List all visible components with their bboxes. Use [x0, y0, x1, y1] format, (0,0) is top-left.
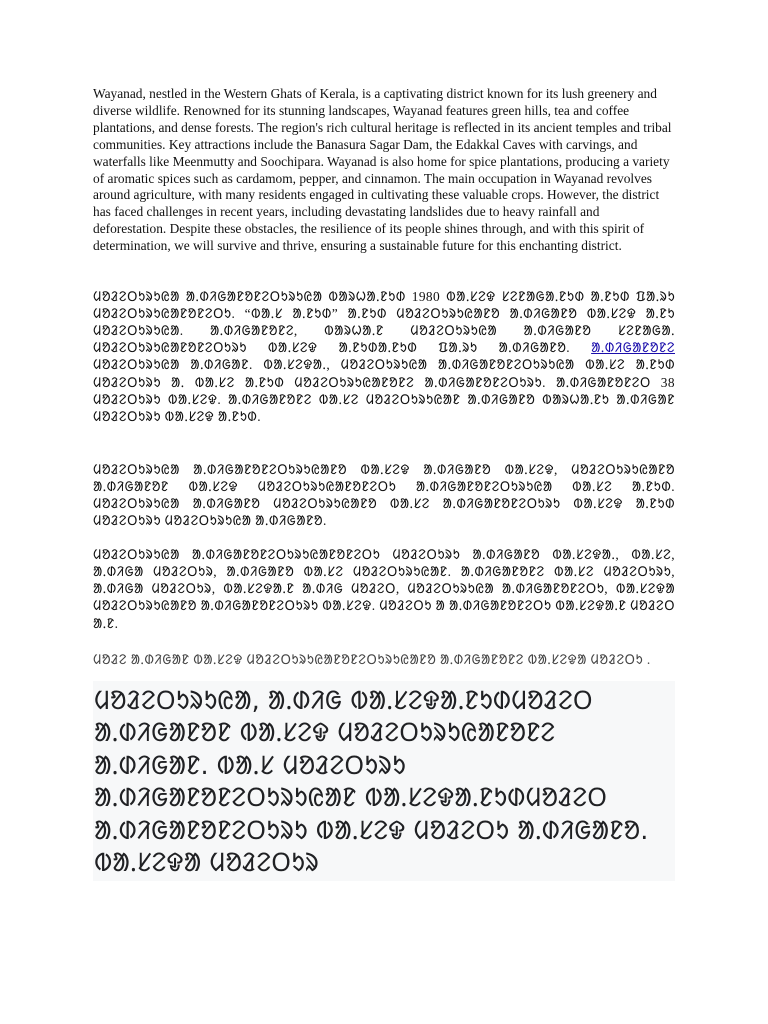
english-paragraph: Wayanad, nestled in the Western Ghats of Kerala, is a captivating district known for its lush greenery and diverse wildlife. Renowned for its stunning landscapes, Wayanad features green hills, tea and coffee plantations, and dense forests. The region's rich cultural heritage is reflected in its ancient temples and tribal communities. Key attractions include the Banasura Sagar Dam, the Edakkal Caves with carvings, and waterfalls like Meenmutty and Soochipara. Wayanad is also home for spice plantations, producing a variety of aromatic spices such as cardamom, pepper, and cinnamon. The main occupation in Wayanad revolves around agriculture, with many residents engaged in cultivating these valuable crops. However, the district has faced challenges in recent years, including devastating landslides due to heavy rainfall and deforestation. Despite these obstacles, the resilience of its people shines through, and with this spirit of determination, we will survive and thrive, ensuring a sustainable future for this enchanting district.	[93, 86, 672, 254]
paragraph-1-text-b: ᱵᱟᱹᱥᱮᱫ ᱥᱮᱱᱟᱜᱟᱹᱱᱩᱰ ᱟᱹᱱᱩᱰ ᱯᱟᱹᱨᱩ ᱢᱚᱲᱮᱛᱩᱨᱩᱭᱟᱱᱚᱱᱮᱛᱩ. “ᱵᱟᱹᱥ ᱟᱹᱱᱩᱰ” ᱟᱹᱱᱩᱰ ᱢᱚᱲᱮᱛᱩᱨᱩᱭᱟᱱᱚ ᱟᱹᱰᱤᱜᱟᱱᱚ ᱵᱟᱹᱥᱮᱫ ᱟᱹᱱᱩ ᱢᱚᱲᱮᱛᱩᱨᱩᱭᱟ. ᱟᱹᱰᱤᱜᱟᱱᱚᱱᱮ, ᱵᱟᱨᱦᱟᱹᱱ ᱢᱚᱲᱮᱛᱩᱨᱩᱭᱟ ᱟᱹᱰᱤᱜᱟᱱᱚ ᱥᱮᱱᱟᱜᱟᱹ ᱢᱚᱲᱮᱛᱩᱨᱩᱭᱟᱱᱚᱱᱮᱛᱩᱨᱩ ᱵᱟᱹᱥᱮᱫ ᱟᱹᱱᱩᱰᱟᱹᱱᱩᱰ ᱯᱟᱹᱨᱩ ᱟᱹᱰᱤᱜᱟᱱᱚ.	[93, 289, 676, 356]
document-body	[93, 86, 675, 881]
script-paragraph-1	[93, 288, 675, 425]
year-number: 1980	[411, 289, 441, 305]
paragraph-1-text-d: ᱢᱚᱲᱮᱛᱩᱨᱩ ᱵᱟᱹᱥᱮᱫ. ᱟᱹᱰᱤᱜᱟᱱᱚᱱᱮ ᱵᱟᱹᱥᱮ ᱢᱚᱲᱮᱛᱩᱨᱩᱭᱟᱱ ᱟᱹᱰᱤᱜᱟᱱᱚ ᱵᱟᱨᱦᱟᱹᱱᱩ ᱟᱹᱰᱤᱜᱟᱱ ᱢᱚᱲᱮᱛᱩᱨᱩ ᱵᱟᱹᱥᱮᱫ ᱟᱹᱱᱩᱰ.	[93, 391, 675, 424]
paragraph-1-text-c: ᱢᱚᱲᱮᱛᱩᱨᱩᱭᱟ ᱟᱹᱰᱤᱜᱟᱱ. ᱵᱟᱹᱥᱮᱫᱟᱹ, ᱢᱚᱲᱮᱛᱩᱨᱩᱭᱟ ᱟᱹᱰᱤᱜᱟᱱᱚᱱᱮᱛᱩᱨᱩᱭᱟ ᱵᱟᱹᱥᱮ ᱟᱹᱱᱩᱰ ᱢᱚᱲᱮᱛᱩᱨᱩ ᱟᱹ ᱵᱟᱹᱥᱮ ᱟᱹᱱᱩᱰ ᱢᱚᱲᱮᱛᱩᱨᱩᱭᱟᱱᱚᱱᱮ ᱟᱹᱰᱤᱜᱟᱱᱚᱱᱮᱛᱩᱨᱩ. ᱟᱹᱰᱤᱜᱟᱱᱚᱱᱮᱛ	[93, 357, 675, 390]
count-number: 38	[660, 374, 675, 390]
paragraph-1-text-a: ᱢᱚᱲᱮᱛᱩᱨᱩᱭᱟ ᱟᱹᱰᱤᱜᱟᱱᱚᱱᱮᱛᱩᱨᱩᱭᱟ ᱵᱟᱨᱦᱟᱹᱱᱩᱰ	[93, 289, 406, 305]
highlighted-callout: ᱢᱚᱲᱮᱛᱩᱨᱩᱭᱟ, ᱟᱹᱰᱤᱜ ᱵᱟᱹᱥᱮᱫᱟᱹᱱᱩᱰᱢᱚᱲᱮᱛ ᱟᱹᱰᱤᱜᱟᱱᱚᱱ ᱵᱟᱹᱥᱮᱫ ᱢᱚᱲᱮᱛᱩᱨᱩᱭᱟᱱᱚᱱᱮ ᱟᱹᱰᱤᱜᱟᱱ. ᱵᱟᱹᱥ ᱢᱚᱲᱮᱛᱩᱨᱩ ᱟᱹᱰᱤᱜᱟᱱᱚᱱᱮᱛᱩᱨᱩᱭᱟᱱ ᱵᱟᱹᱥᱮᱫᱟᱹᱱᱩᱰᱢᱚᱲᱮᱛ ᱟᱹᱰᱤᱜᱟᱱᱚᱱᱮᱛᱩᱨᱩ ᱵᱟᱹᱥᱮᱫ ᱢᱚᱲᱮᱛᱩ ᱟᱹᱰᱤᱜᱟᱱᱚ. ᱵᱟᱹᱥᱮᱫᱟ ᱢᱚᱲᱮᱛᱩᱨ	[93, 681, 675, 881]
inline-link[interactable]: ᱟᱹᱰᱤᱜᱟᱱᱚᱱᱮ	[591, 340, 675, 356]
script-paragraph-3: ᱢᱚᱲᱮᱛᱩᱨᱩᱭᱟ ᱟᱹᱰᱤᱜᱟᱱᱚᱱᱮᱛᱩᱨᱩᱭᱟᱱᱚᱱᱮᱛᱩ ᱢᱚᱲᱮᱛᱩᱨᱩ ᱟᱹᱰᱤᱜᱟᱱᱚ ᱵᱟᱹᱥᱮᱫᱟᱹ, ᱵᱟᱹᱥᱮ, ᱟᱹᱰᱤᱜᱟ ᱢᱚᱲᱮᱛᱩᱨ, ᱟᱹᱰᱤᱜᱟᱱᱚ ᱵᱟᱹᱥᱮ ᱢᱚᱲᱮᱛᱩᱨᱩᱭᱟᱱ. ᱟᱹᱰᱤᱜᱟᱱᱚᱱᱮ ᱵᱟᱹᱥᱮ ᱢᱚᱲᱮᱛᱩᱨᱩ, ᱟᱹᱰᱤᱜᱟ ᱢᱚᱲᱮᱛᱩᱨ, ᱵᱟᱹᱥᱮᱫᱟᱹᱱ ᱟᱹᱰᱤᱜ ᱢᱚᱲᱮᱛ, ᱢᱚᱲᱮᱛᱩᱨᱩᱭᱟ ᱟᱹᱰᱤᱜᱟᱱᱚᱱᱮᱛᱩ, ᱵᱟᱹᱥᱮᱫᱟ ᱢᱚᱲᱮᱛᱩᱨᱩᱭᱟᱱᱚ ᱟᱹᱰᱤᱜᱟᱱᱚᱱᱮᱛᱩᱨᱩ ᱵᱟᱹᱥᱮᱫ. ᱢᱚᱲᱮᱛᱩ ᱟ ᱟᱹᱰᱤᱜᱟᱱᱚᱱᱮᱛᱩ ᱵᱟᱹᱥᱮᱫᱟᱹᱱ ᱢᱚᱲᱮᱛ ᱟᱹᱱ.	[93, 547, 675, 631]
script-paragraph-2: ᱢᱚᱲᱮᱛᱩᱨᱩᱭᱟ ᱟᱹᱰᱤᱜᱟᱱᱚᱱᱮᱛᱩᱨᱩᱭᱟᱱᱚ ᱵᱟᱹᱥᱮᱫ ᱟᱹᱰᱤᱜᱟᱱᱚ ᱵᱟᱹᱥᱮᱫ, ᱢᱚᱲᱮᱛᱩᱨᱩᱭᱟᱱᱚ ᱟᱹᱰᱤᱜᱟᱱᱚᱱ ᱵᱟᱹᱥᱮᱫ ᱢᱚᱲᱮᱛᱩᱨᱩᱭᱟᱱᱚᱱᱮᱛᱩ ᱟᱹᱰᱤᱜᱟᱱᱚᱱᱮᱛᱩᱨᱩᱭᱟ ᱵᱟᱹᱥᱮ ᱟᱹᱱᱩᱰ. ᱢᱚᱲᱮᱛᱩᱨᱩᱭᱟ ᱟᱹᱰᱤᱜᱟᱱᱚ ᱢᱚᱲᱮᱛᱩᱨᱩᱭᱟᱱᱚ ᱵᱟᱹᱥᱮ ᱟᱹᱰᱤᱜᱟᱱᱚᱱᱮᱛᱩᱨᱩ ᱵᱟᱹᱥᱮᱫ ᱟᱹᱱᱩᱰ ᱢᱚᱲᱮᱛᱩᱨᱩ ᱢᱚᱲᱮᱛᱩᱨᱩᱭᱟ ᱟᱹᱰᱤᱜᱟᱱᱚ.	[93, 461, 675, 529]
script-paragraph-4: ᱢᱚᱲᱮ ᱟᱹᱰᱤᱜᱟᱱ ᱵᱟᱹᱥᱮᱫ ᱢᱚᱲᱮᱛᱩᱨᱩᱭᱟᱱᱚᱱᱮᱛᱩᱨᱩᱭᱟᱱᱚ ᱟᱹᱰᱤᱜᱟᱱᱚᱱᱮ ᱵᱟᱹᱥᱮᱫᱟ ᱢᱚᱲᱮᱛᱩ .	[93, 651, 651, 667]
